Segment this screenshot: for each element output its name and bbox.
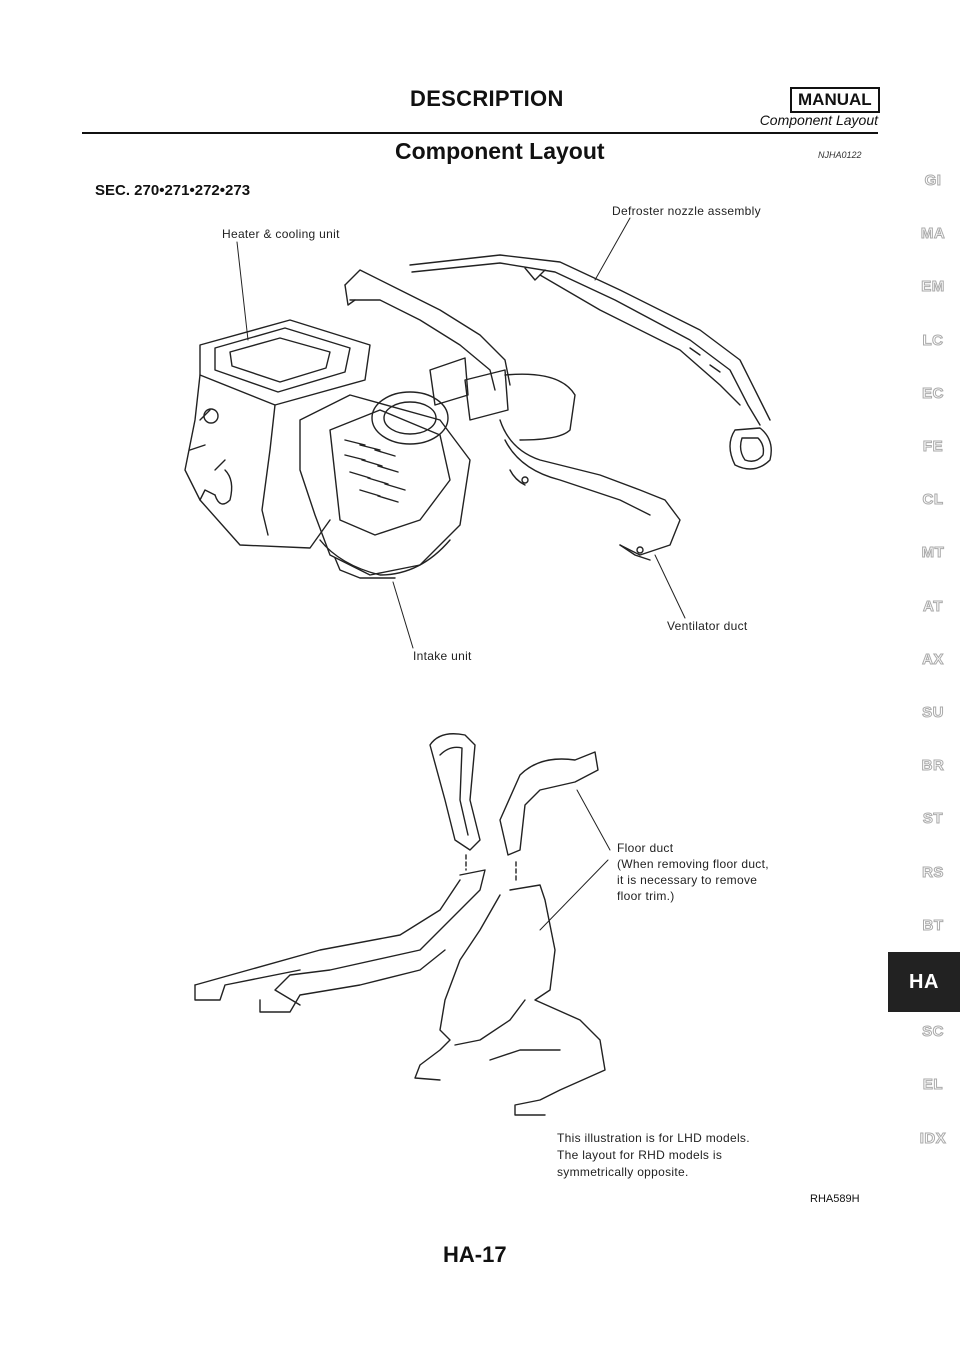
note-lhd-2: The layout for RHD models is (557, 1148, 723, 1162)
tab-idx[interactable]: IDX (919, 1129, 947, 1147)
tab-st[interactable]: ST (922, 810, 944, 828)
page-number: HA-17 (443, 1242, 507, 1267)
tab-em[interactable]: EM (921, 278, 945, 296)
label-floor-duct-note-2: it is necessary to remove (617, 873, 758, 887)
defroster-nozzle-drawing (410, 255, 771, 469)
tab-ha[interactable]: HA (888, 952, 960, 1012)
header-subtitle: Component Layout (759, 112, 878, 128)
ventilator-duct-drawing (500, 420, 680, 560)
tab-at[interactable]: AT (923, 597, 943, 615)
image-id: RHA589H (810, 1193, 860, 1205)
tab-ma[interactable]: MA (920, 225, 946, 243)
label-floor-duct-note-1: (When removing floor duct, (617, 857, 769, 871)
tab-ax[interactable]: AX (922, 650, 944, 668)
center-vent-drawing (345, 270, 575, 440)
note-lhd-3: symmetrically opposite. (557, 1165, 689, 1179)
tab-br[interactable]: BR (921, 757, 945, 775)
tab-su[interactable]: SU (922, 704, 944, 721)
tab-bt[interactable]: BT (922, 916, 944, 934)
tab-fe[interactable]: FE (922, 438, 944, 455)
tab-sc[interactable]: SC (922, 1023, 944, 1041)
tab-el[interactable]: EL (922, 1076, 944, 1094)
tab-mt[interactable]: MT (921, 544, 945, 562)
label-intake-unit: Intake unit (413, 649, 472, 663)
label-ventilator-duct: Ventilator duct (667, 619, 748, 633)
label-defroster-nozzle: Defroster nozzle assembly (612, 204, 761, 218)
floor-duct-drawing (195, 734, 605, 1115)
sec-reference: SEC. 270•271•272•273 (95, 182, 251, 199)
tab-cl[interactable]: CL (922, 491, 944, 509)
label-floor-duct-note-3: floor trim.) (617, 889, 675, 903)
manual-badge: MANUAL (790, 87, 880, 113)
note-lhd-1: This illustration is for LHD models. (557, 1131, 750, 1145)
section-title: Component Layout (395, 138, 605, 164)
tab-gi[interactable]: GI (924, 172, 942, 189)
label-heater-cooling-unit: Heater & cooling unit (222, 227, 340, 241)
section-code: NJHA0122 (818, 150, 862, 160)
heater-cooling-unit-drawing (185, 320, 370, 548)
header-title: DESCRIPTION (410, 86, 564, 111)
label-floor-duct: Floor duct (617, 841, 674, 855)
tab-ec[interactable]: EC (922, 384, 944, 402)
intake-unit-drawing (300, 392, 470, 578)
tab-lc[interactable]: LC (922, 331, 944, 349)
tab-rs[interactable]: RS (922, 863, 944, 881)
